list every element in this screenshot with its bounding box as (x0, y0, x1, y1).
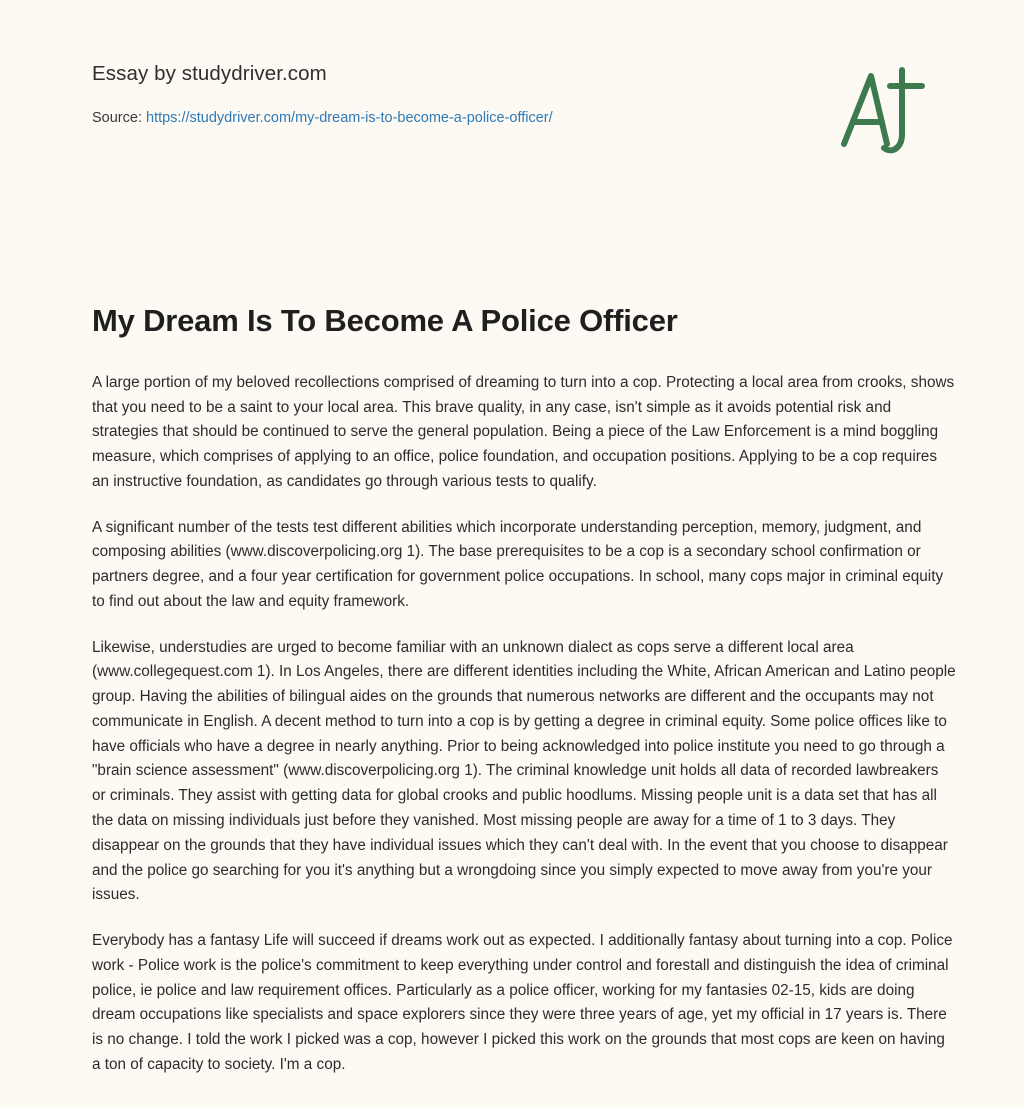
studydriver-monogram-logo-icon (830, 56, 950, 166)
article-paragraph: A significant number of the tests test different abilities which incorporate understanding perception, memory, judgment, and composing abilities (www.discoverpolicing.org 1). The base prerequisites to be a cop is a secondary school confirmation or partners degree, and a four year certification for government police occupations. In school, many cops major in criminal equity to find out about the law and equity framework. (92, 518, 944, 610)
page-title: My Dream Is To Become A Police Officer (92, 303, 678, 338)
article-paragraph: Everybody has a fantasy Life will succeed if dreams work out as expected. I additionally fantasy about turning into a cop. Police work - Police work is the police's commitment to keep everything under control and forestall and distinguish the idea of criminal police, ie police and law requirement offices. Particularly as a police officer, working for my fantasies 02-15, kids are doing dream occupations like specialists and space explorers since they were three years of age, yet my official in 17 years is. There is no change. I told the work I picked was a cop, however I picked this work on the grounds that most cops are keen on having a ton of capacity to society. I'm a cop. (92, 932, 953, 1073)
essay-byline (92, 62, 956, 87)
article-paragraph: A large portion of my beloved recollections comprised of dreaming to turn into a cop. Protecting a local area from crooks, shows that you need to be a saint to your local area. This brave quality, in any case, isn't simple as it avoids potential risk and strategies that should be continued to serve the general population. Being a piece of the Law Enforcement is a mind boggling measure, which comprises of applying to an office, police foundation, and occupation positions. Applying to be a cop requires an instructive foundation, as candidates go through various tests to qualify. (92, 373, 955, 490)
essay-by-prefix: Essay by (92, 62, 182, 85)
source-line (92, 109, 956, 128)
article-body (92, 371, 956, 1078)
source-label: Source: (92, 109, 146, 126)
source-url-link[interactable]: https://studydriver.com/my-dream-is-to-become-a-police-officer/ (146, 109, 553, 126)
site-brand-name: studydriver.com (181, 62, 327, 85)
document-header (92, 62, 956, 182)
article-paragraph: Likewise, understudies are urged to become familiar with an unknown dialect as cops serve a different local area (www.collegequest.com 1). In Los Angeles, there are different identities including the White, African American and Latino people group. Having the abilities of bilingual aides on the grounds that numerous networks are different and the occupants may not communicate in English. A decent method to turn into a cop is by getting a degree in criminal equity. Some police offices like to have officials who have a degree in nearly anything. Prior to being acknowledged into police institute you need to go through a "brain science assessment" (www.discoverpolicing.org 1). The criminal knowledge unit holds all data of recorded lawbreakers or criminals. They assist with getting data for global crooks and public hoodlums. Missing people unit is a data set that has all the data on missing individuals just before they vanished. Most missing people are away for a time of 1 to 3 days. They disappear on the grounds that they have individual issues which they can't deal with. In the event that you choose to disappear and the police go searching for you it's anything but a wrongdoing since you simply expected to move away from you're your issues. (92, 638, 956, 904)
